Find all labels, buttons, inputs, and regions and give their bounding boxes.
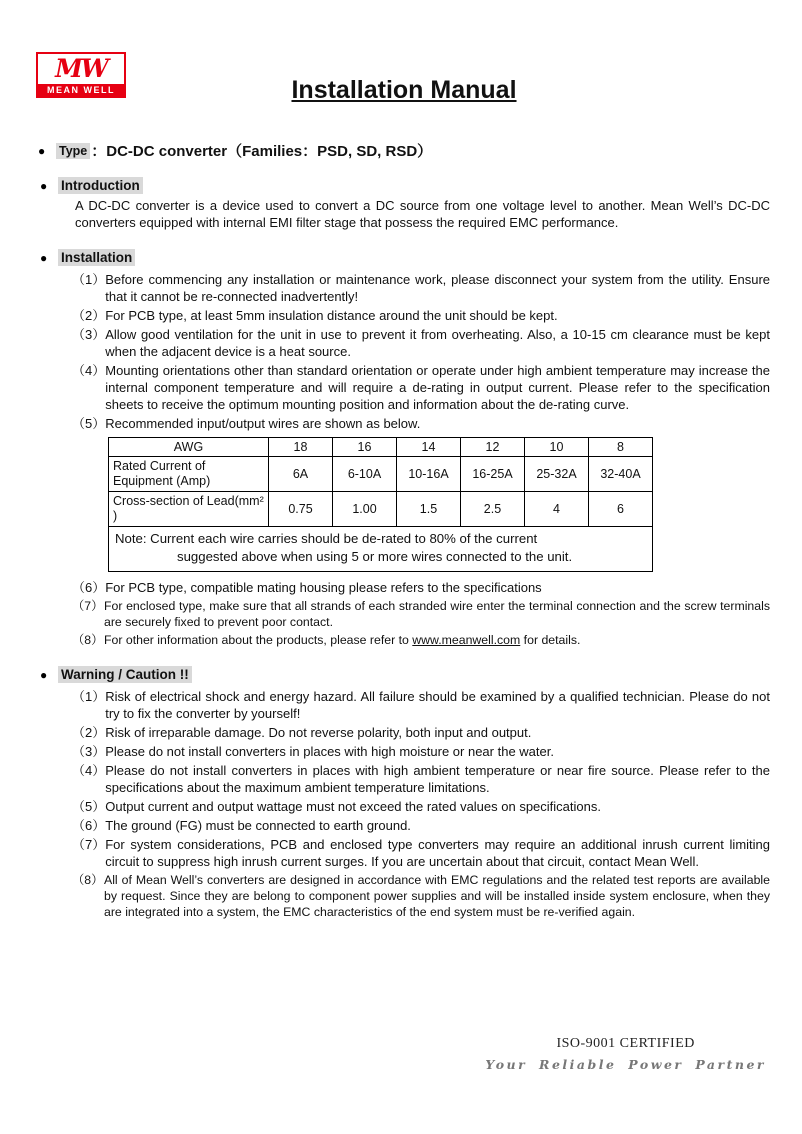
introduction-heading-row bbox=[40, 177, 770, 194]
item-number: （7） bbox=[72, 599, 104, 613]
table-note bbox=[109, 527, 653, 572]
table-cell: 4 bbox=[525, 492, 589, 527]
item-number: （8） bbox=[72, 873, 104, 887]
warning-heading-row bbox=[40, 666, 770, 683]
introduction-section bbox=[38, 177, 770, 231]
bullet-icon: ● bbox=[40, 250, 48, 265]
col-header: 18 bbox=[269, 438, 333, 457]
warning-section bbox=[38, 666, 770, 920]
item-text: Please do not install converters in places with high ambient temperature or near fire source. Please refer to the specifications about the maximum ambient temperature limitations. bbox=[105, 763, 770, 795]
introduction-body: A DC-DC converter is a device used to convert a DC source from one voltage level to another. Mean Well’s DC-DC converters equipped with internal EMI filter stage that possess the required EMC performance. bbox=[75, 198, 770, 230]
table-row-rated-current bbox=[109, 457, 653, 492]
warning-item-7 bbox=[72, 836, 770, 870]
installation-item-1 bbox=[72, 271, 770, 305]
table-cell: 10-16A bbox=[397, 457, 461, 492]
item-number: （5） bbox=[72, 416, 106, 431]
item-text: For enclosed type, make sure that all strands of each stranded wire enter the terminal connection and the screw terminals are securely fixed to prevent poor contact. bbox=[104, 599, 770, 629]
iso-certified-text: ISO-9001 CERTIFIED bbox=[556, 1036, 695, 1051]
meanwell-link[interactable]: www.meanwell.com bbox=[412, 633, 521, 647]
item-text: For PCB type, at least 5mm insulation distance around the unit should be kept. bbox=[105, 308, 558, 323]
warning-item-2 bbox=[72, 724, 770, 741]
installation-item-8 bbox=[72, 632, 770, 648]
warning-item-6 bbox=[72, 817, 770, 834]
table-cell: 16-25A bbox=[461, 457, 525, 492]
type-value: ：DC-DC converter（Families：PSD, SD, RSD） bbox=[91, 143, 433, 160]
page-footer bbox=[485, 1036, 766, 1072]
col-header: 10 bbox=[525, 438, 589, 457]
table-header-row bbox=[109, 438, 653, 457]
row-label: Cross-section of Lead(mm² ) bbox=[109, 492, 269, 527]
installation-heading: Installation bbox=[58, 249, 135, 266]
installation-item-2 bbox=[72, 307, 770, 324]
table-cell: 1.5 bbox=[397, 492, 461, 527]
page-header bbox=[38, 50, 770, 122]
table-cell: 2.5 bbox=[461, 492, 525, 527]
item-number: （2） bbox=[72, 725, 106, 740]
item-number: （3） bbox=[72, 327, 106, 342]
row-label: Rated Current of Equipment (Amp) bbox=[109, 457, 269, 492]
installation-item-7 bbox=[72, 598, 770, 630]
item-number: （1） bbox=[72, 689, 106, 704]
warning-item-4 bbox=[72, 762, 770, 796]
item-number: （7） bbox=[72, 837, 106, 852]
warning-items bbox=[38, 688, 770, 920]
col-header: 16 bbox=[333, 438, 397, 457]
page-title: Installation Manual bbox=[291, 76, 517, 104]
installation-item-3 bbox=[72, 326, 770, 360]
item-number: （2） bbox=[72, 308, 106, 323]
col-header: 12 bbox=[461, 438, 525, 457]
item-number: （4） bbox=[72, 763, 106, 778]
item-text: For system considerations, PCB and enclosed type converters may require an additional inrush current limiting circuit to suppress high inrush current surges. If you are uncertain about that circuit, contact Mean Well. bbox=[105, 837, 770, 869]
type-label: Type bbox=[56, 143, 90, 159]
bullet-icon: ● bbox=[38, 143, 46, 158]
item-number: （5） bbox=[72, 799, 106, 814]
table-cell: 25-32A bbox=[525, 457, 589, 492]
item-number: （1） bbox=[72, 272, 106, 287]
installation-heading-row bbox=[40, 249, 770, 266]
item-text: Risk of irreparable damage. Do not reverse polarity, both input and output. bbox=[105, 725, 532, 740]
table-cell: 6A bbox=[269, 457, 333, 492]
item-number: （8） bbox=[72, 633, 104, 647]
warning-item-5 bbox=[72, 798, 770, 815]
warning-item-8 bbox=[72, 872, 770, 920]
table-cell: 1.00 bbox=[333, 492, 397, 527]
item-text: Before commencing any installation or maintenance work, please disconnect your system from the utility. Ensure that it cannot be re-connected inadvertently! bbox=[105, 272, 770, 304]
warning-item-1 bbox=[72, 688, 770, 722]
item-number: （3） bbox=[72, 744, 106, 759]
table-note-row bbox=[109, 527, 653, 572]
table-cell: 0.75 bbox=[269, 492, 333, 527]
item-text-after-link: for details. bbox=[520, 633, 581, 647]
item-text: Please do not install converters in places with high moisture or near the water. bbox=[105, 744, 554, 759]
installation-section bbox=[38, 249, 770, 648]
item-number: （6） bbox=[72, 818, 106, 833]
item-text: For PCB type, compatible mating housing please refers to the specifications bbox=[105, 580, 542, 595]
item-text: The ground (FG) must be connected to earth ground. bbox=[105, 818, 411, 833]
bullet-icon: ● bbox=[40, 178, 48, 193]
table-row-cross-section bbox=[109, 492, 653, 527]
installation-item-4 bbox=[72, 362, 770, 413]
item-text-before-link: For other information about the products, please refer to bbox=[104, 633, 413, 647]
type-section bbox=[38, 140, 770, 161]
warning-heading: Warning / Caution !! bbox=[58, 666, 192, 683]
meanwell-logo-mark: MW bbox=[55, 54, 107, 83]
col-header-awg: AWG bbox=[109, 438, 269, 457]
table-cell: 6 bbox=[589, 492, 653, 527]
item-number: （6） bbox=[72, 580, 106, 595]
bullet-icon: ● bbox=[40, 667, 48, 682]
item-text: Risk of electrical shock and energy hazard. All failure should be examined by a qualified technician. Please do not try to fix the converter by yourself! bbox=[105, 689, 770, 721]
installation-items-after-table bbox=[38, 579, 770, 648]
table-cell: 32-40A bbox=[589, 457, 653, 492]
warning-item-3 bbox=[72, 743, 770, 760]
introduction-heading: Introduction bbox=[58, 177, 143, 194]
item-text: Output current and output wattage must not exceed the rated values on specifications. bbox=[105, 799, 601, 814]
installation-items bbox=[38, 271, 770, 432]
item-text: Allow good ventilation for the unit in use to prevent it from overheating. Also, a 10-15 cm clearance must be kept when the adjacent device is a heat source. bbox=[105, 327, 770, 359]
item-text bbox=[104, 632, 770, 648]
installation-item-6 bbox=[72, 579, 770, 596]
col-header: 8 bbox=[589, 438, 653, 457]
meanwell-logo bbox=[36, 52, 126, 98]
table-note-line1: Note: Current each wire carries should be de-rated to 80% of the current bbox=[115, 531, 538, 546]
wire-gauge-table bbox=[108, 437, 653, 572]
col-header: 14 bbox=[397, 438, 461, 457]
slogan-text: Your Reliable Power Partner bbox=[485, 1057, 766, 1072]
meanwell-logo-wordmark: MEAN WELL bbox=[38, 84, 124, 97]
table-note-line2: suggested above when using 5 or more wires connected to the unit. bbox=[177, 549, 573, 564]
item-text: All of Mean Well’s converters are designed in accordance with EMC regulations and the related test reports are available by request. Since they are belong to component power supplies and will be installed inside system enclosure, when they are integrated into a system, the EMC characteristics of the end system must be re-verified again. bbox=[104, 873, 770, 919]
table-cell: 6-10A bbox=[333, 457, 397, 492]
item-text: Recommended input/output wires are shown as below. bbox=[105, 416, 421, 431]
item-text: Mounting orientations other than standard orientation or operate under high ambient temperature may increase the internal component temperature and will require a de-rating in output current. Please refer to the specification sheets to receive the optimum mounting position and information about the de-rating curve. bbox=[105, 363, 770, 412]
installation-item-5 bbox=[72, 415, 770, 432]
item-number: （4） bbox=[72, 363, 106, 378]
